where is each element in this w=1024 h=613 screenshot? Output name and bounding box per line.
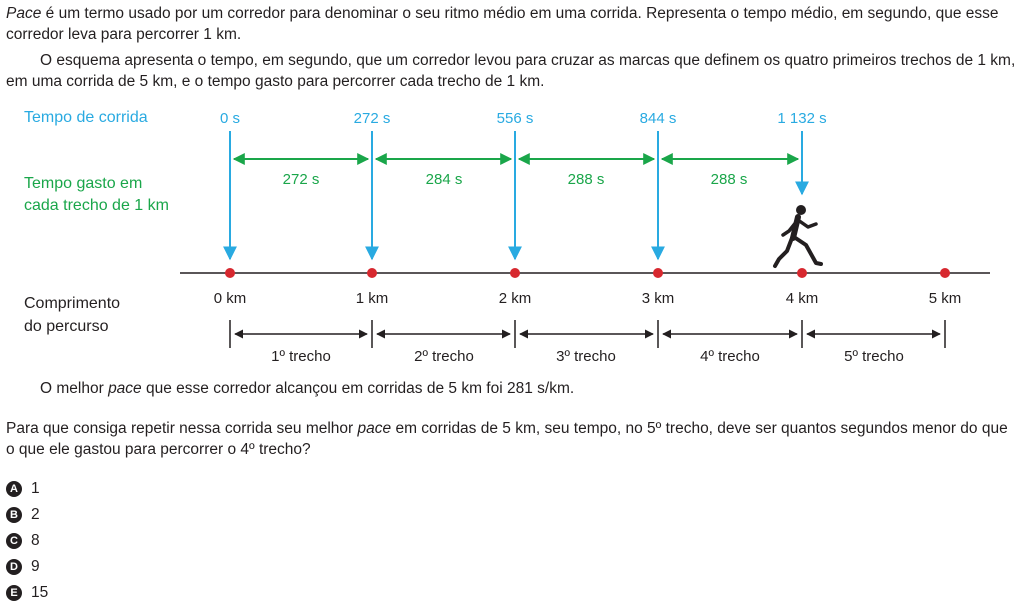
option-e[interactable] [6,580,48,606]
race-time-3: 844 s [639,110,677,127]
km-mark-dot-1 [367,268,377,278]
best-pace-before: O melhor [40,380,109,397]
km-label-2: 2 km [498,290,532,307]
race-time-0: 0 s [219,110,241,127]
option-a[interactable] [6,476,48,502]
km-mark-dot-0 [225,268,235,278]
race-time-label: Tempo de corrida [24,109,148,126]
race-time-1: 272 s [353,110,391,127]
segment-time-label-line1: Tempo gasto em [24,175,143,192]
segment-label-5: 5º trecho [844,348,904,365]
option-c[interactable] [6,528,48,554]
question-text [6,418,1018,460]
km-label-4: 4 km [785,290,819,307]
option-letter-d: D [6,559,22,575]
best-pace-term: pace [108,380,142,397]
km-label-3: 3 km [641,290,675,307]
segment-label-3: 3º trecho [556,348,616,365]
segment-time-label-line2: cada trecho de 1 km [24,197,169,214]
option-b[interactable] [6,502,48,528]
best-pace-text [40,378,1010,399]
segment-time-2: 284 s [425,171,463,188]
question-after: em corridas de 5 km, seu tempo, no 5º trecho, deve ser quantos segundos menor do que o que ele gastou para percorrer o 4º trecho? [6,420,1008,458]
option-letter-a: A [6,481,22,497]
answer-options [6,476,48,606]
option-letter-c: C [6,533,22,549]
segment-time-3: 288 s [567,171,605,188]
option-d[interactable] [6,554,48,580]
question-before: Para que consiga repetir nessa corrida seu melhor [6,420,358,437]
option-value-e: 15 [31,584,49,601]
race-time-4: 1 132 s [777,110,827,127]
option-value-a: 1 [31,480,40,497]
segment-time-4: 288 s [710,171,748,188]
km-label-5: 5 km [928,290,962,307]
km-label-1: 1 km [355,290,389,307]
segment-label-4: 4º trecho [700,348,760,365]
option-value-b: 2 [31,506,40,523]
intro-paragraph-2: O esquema apresenta o tempo, em segundo, que um corredor levou para cruzar as marcas que definem os quatro primeiros trechos de 1 km, em uma corrida de 5 km, e o tempo gasto para percorrer cada trecho de 1 km. [6,52,1016,90]
intro-paragraph-1 [6,3,1018,45]
km-mark-dot-5 [940,268,950,278]
option-letter-b: B [6,507,22,523]
km-label-0: 0 km [213,290,247,307]
option-value-c: 8 [31,532,40,549]
question-term: pace [357,420,392,437]
best-pace-after: que esse corredor alcançou em corridas de 5 km foi 281 s/km. [141,380,575,397]
race-time-2: 556 s [496,110,534,127]
runner-icon [775,205,821,266]
km-mark-dot-2 [510,268,520,278]
option-letter-e: E [6,585,22,601]
segment-label-2: 2º trecho [414,348,474,365]
km-mark-dot-3 [653,268,663,278]
intro-paragraph-1-text: é um termo usado por um corredor para denominar o seu ritmo médio em uma corrida. Representa o tempo médio, em segundo, que esse corredor leva para percorrer 1 km. [6,5,999,43]
segment-time-1: 272 s [282,171,320,188]
km-mark-dot-4 [797,268,807,278]
race-diagram [0,98,1024,378]
pace-term: Pace [6,5,42,22]
length-label-line1: Comprimento [24,295,121,312]
segment-label-1: 1º trecho [271,348,331,365]
length-label-line2: do percurso [24,318,109,335]
option-value-d: 9 [31,558,40,575]
